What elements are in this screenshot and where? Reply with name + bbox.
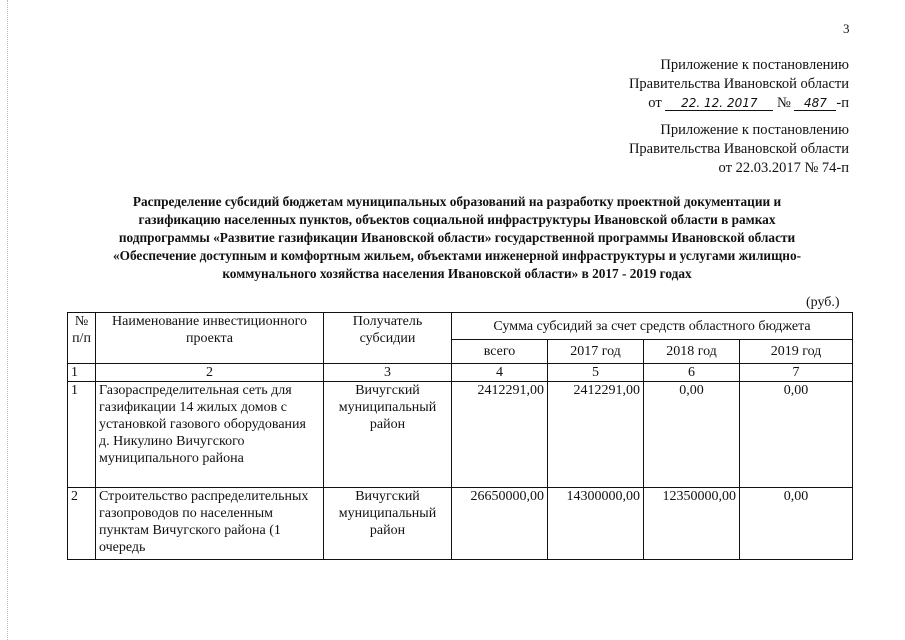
row-total: 2412291,00 [452, 382, 548, 488]
header-num: № п/п [68, 313, 96, 364]
appendix-old-line1: Приложение к постановлению [660, 122, 849, 138]
handwritten-date: 22. 12. 2017 [665, 96, 773, 111]
header-total: всего [452, 340, 548, 364]
row-2019: 0,00 [740, 382, 853, 488]
row-total: 26650000,00 [452, 488, 548, 560]
row-num: 1 [68, 382, 96, 488]
appendix-new-line1: Приложение к постановлению [660, 57, 849, 73]
title-line: «Обеспечение доступным и комфортным жильем, объектами инженерной инфраструктуры и услугами жилищно- [112, 248, 802, 263]
row-recipient: Вичугский муниципальный район [324, 488, 452, 560]
column-number-row [68, 364, 853, 382]
appendix-header-old [629, 121, 849, 178]
page-number: 3 [843, 21, 850, 36]
title-line: Распределение субсидий бюджетам муниципальных образований на разработку проектной документации и [132, 194, 782, 209]
column-number: 7 [740, 364, 853, 382]
document-title [40, 193, 874, 283]
appendix-old-line2: Правительства Ивановской области [628, 141, 849, 157]
column-number: 3 [324, 364, 452, 382]
row-num: 2 [68, 488, 96, 560]
appendix-new-line3 [629, 94, 849, 113]
appendix-new-from: от [648, 95, 662, 111]
row-2019: 0,00 [740, 488, 853, 560]
header-project: Наименование инвестиционного проекта [96, 313, 324, 364]
column-number: 1 [68, 364, 96, 382]
appendix-new-line2: Правительства Ивановской области [628, 76, 849, 92]
row-2018: 12350000,00 [644, 488, 740, 560]
appendix-new-suffix: -п [836, 95, 849, 111]
row-2017: 2412291,00 [548, 382, 644, 488]
appendix-old-line3: от 22.03.2017 № 74-п [718, 160, 849, 176]
header-sum-group: Сумма субсидий за счет средств областного бюджета [452, 313, 853, 340]
column-number: 6 [644, 364, 740, 382]
row-project: Газораспределительная сеть для газификации 14 жилых домов с установкой газового оборудования д. Никулино Вичугского муниципального района [96, 382, 324, 488]
appendix-new-number-sign: № [776, 95, 791, 111]
row-2018: 0,00 [644, 382, 740, 488]
table-row [68, 382, 853, 488]
row-recipient: Вичугский муниципальный район [324, 382, 452, 488]
column-number: 5 [548, 364, 644, 382]
header-2018: 2018 год [644, 340, 740, 364]
appendix-header-new [629, 56, 849, 113]
row-project: Строительство распределительных газопроводов по населенным пунктам Вичугского района (1 очередь [96, 488, 324, 560]
currency-unit: (руб.) [806, 295, 840, 310]
row-2017: 14300000,00 [548, 488, 644, 560]
header-2019: 2019 год [740, 340, 853, 364]
header-2017: 2017 год [548, 340, 644, 364]
handwritten-number: 487 [794, 96, 836, 111]
header-recipient: Получатель субсидии [324, 313, 452, 364]
title-line: коммунального хозяйства населения Ивановской области» в 2017 - 2019 годах [222, 266, 692, 281]
table-row [68, 488, 853, 560]
column-number: 2 [96, 364, 324, 382]
column-number: 4 [452, 364, 548, 382]
title-line: подпрограммы «Развитие газификации Ивановской области» государственной программы Ивановской области [118, 230, 796, 245]
scan-margin-line [7, 0, 8, 640]
title-line: газификацию населенных пунктов, объектов социальной инфраструктуры Ивановской области в рамках [138, 212, 776, 227]
subsidy-table [67, 312, 853, 560]
